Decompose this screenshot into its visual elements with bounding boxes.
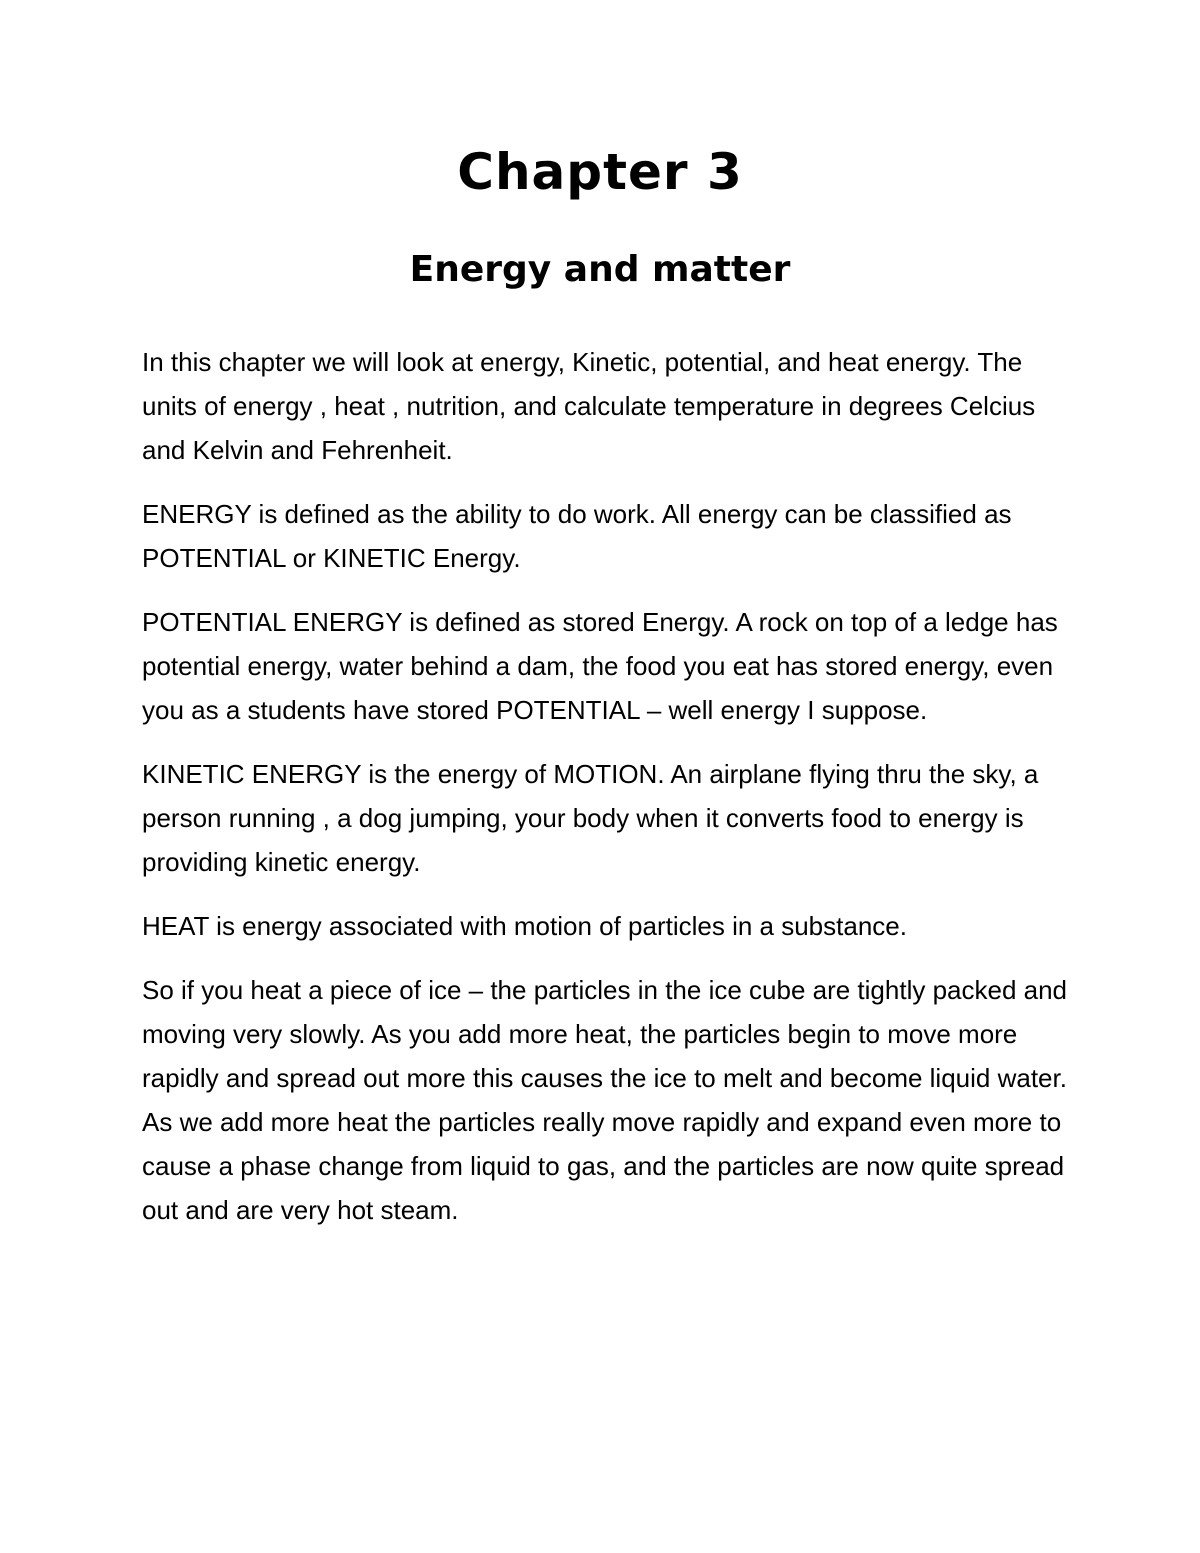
body-text — [142, 340, 1072, 1252]
paragraph-energy: ENERGY is defined as the ability to do work. All energy can be classified as POTENTIAL or KINETIC Energy. — [142, 499, 1012, 573]
paragraph-heat: HEAT is energy associated with motion of particles in a substance. — [142, 911, 907, 941]
paragraph-potential-energy: POTENTIAL ENERGY is defined as stored Energy. A rock on top of a ledge has potential energy, water behind a dam, the food you eat has stored energy, even you as a students have stored POTENTIAL – well energy I suppose. — [142, 607, 1058, 725]
chapter-title: Chapter 3 — [457, 143, 743, 201]
paragraph-ice-example: So if you heat a piece of ice – the particles in the ice cube are tightly packed and moving very slowly. As you add more heat, the particles begin to move more rapidly and spread out more this causes the ice to melt and become liquid water. As we add more heat the particles really move rapidly and expand even more to cause a phase change from liquid to gas, and the particles are now quite spread out and are very hot steam. — [142, 975, 1068, 1225]
chapter-subtitle: Energy and matter — [409, 249, 791, 290]
paragraph-intro: In this chapter we will look at energy, Kinetic, potential, and heat energy. The units of energy , heat , nutrition, and calculate temperature in degrees Celcius and Kelvin and Fehrenheit. — [142, 347, 1036, 465]
paragraph-kinetic-energy: KINETIC ENERGY is the energy of MOTION. An airplane flying thru the sky, a person running , a dog jumping, your body when it converts food to energy is providing kinetic energy. — [142, 759, 1039, 877]
